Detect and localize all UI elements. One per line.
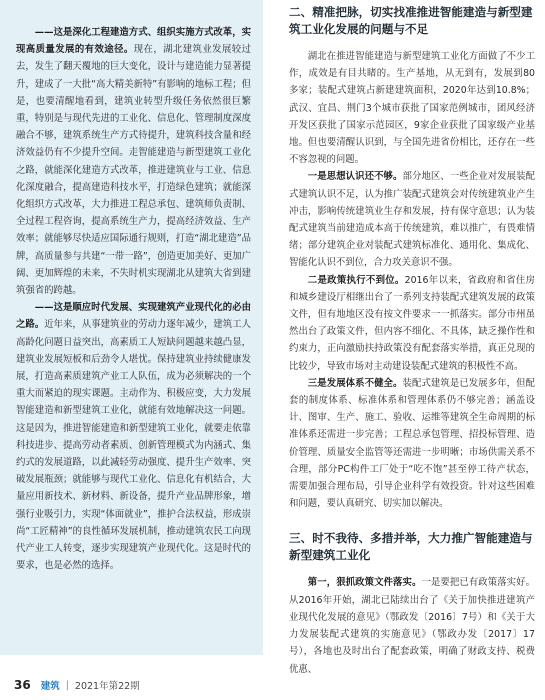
left-paragraph-2 <box>16 299 251 574</box>
footer-separator: | <box>65 679 69 691</box>
right-paragraph-issue-3 <box>289 375 535 513</box>
left-paragraph-2-body: 近年来，从事建筑业的劳动力逐年减少，建筑工人高龄化问题日益突出，高素质工人短缺问题越来越凸显，建筑业发展短板和后劲令人堪忧。保持建筑业持续健康发展，打造高素质建筑产业工人队伍，成为必须解决的一个重大而紧迫的现实课题。主动作为、积极应变，大力发展智能建造和新型建筑工业化，就能有效地解决这一问题。这是因为，推进智能建造和新型建筑工业化，就要走依靠科技进步、提高劳动者素质、创新管理模式为内涵式、集约式的发展道路，以此减轻劳动强度、提升生产效率、突破发展瓶颈；就能够与现代工业化、信息化有机结合，大量应用新技术、新材料、新设备，提升产业品牌形象，增强行业吸引力，实现“体面就业”，推护合法权益，形成崇尚“工匠精神”的良性循环发展机制，推动建筑农民工向现代产业工人转变，逐步实现建筑产业现代化。这是时代的要求，也是必然的选择。 <box>16 319 251 572</box>
left-paragraph-1-body: 现在，湖北建筑业发展较过去，发生了翻天覆地的巨大变化，设计与建造能力显著提升，建成了一大批“高大精美新特”有影响的地标工程；但是，也要清醒地看到，建筑业转型升级任务依然很巨繁重，特别是与现代先进的工业化、信息化、管理制度深度融合不够，建筑系统生产方式待提升，建筑科技含量和经济效益仍有不少提升空间。走智能建造与新型建筑工业化之路，就能深化建造方式改革，推进建筑业与工业、信息化深度融合，提高建造科技水平，打造绿色建筑；就能深化组织方式改革，大力推进工程总承包、建筑师负责制、全过程工程咨询，提高系统生产力，提高经济效益、生产效率；就能够尽快适应国际通行规则，打造“湖北建造”品牌，高质量参与共建“一带一路”，创造更加美好、更加广阔、更加辉煌的未来，不失时机实现湖北从建筑大省到建筑强省的跨越。 <box>16 44 251 297</box>
left-column <box>0 0 263 655</box>
section-title-2: 二、精准把脉，切实找准推进智能建造与新型建筑工业化发展的问题与不足 <box>289 5 533 36</box>
issue-label: 2021年第22期 <box>74 681 140 692</box>
issue-2-lead: 二是政策执行不到位。 <box>307 274 405 286</box>
issue-1-lead: 一是思想认识还不够。 <box>307 171 403 183</box>
page-number: 36 <box>14 678 31 692</box>
right-column <box>289 0 535 678</box>
issue-2-body: 2016年以来，省政府和省住房和城乡建设厅相继出台了一系列支持装配式建筑发展的政策文件，但有地地区没有按文件要求一一抓落实。部分市州虽然出台了政策文件，但内容不细化、不具体，缺乏操作性和约束力，正向激励扶持政策没有配套落实举措，真正兑现的比较少，导致市场对主动建设装配式建筑的积极性不高。 <box>289 274 535 372</box>
issue-3-lead: 三是发展体系不健全。 <box>307 377 403 389</box>
left-paragraph-1 <box>16 24 251 299</box>
issue-1-body: 部分地区、一些企业对发展装配式建筑认识不足，认为推广装配式建筑会对传统建筑业产生冲击，影响传统建筑业生存和发展，持有保守意思；认为装配式建筑当前建造成本高于传统建筑，难以推广，有畏难情绪；部分建筑企业对装配式建筑标准化、通用化、集成化、智能化认识不到位，合力攻关意识不强。 <box>289 171 535 269</box>
right-paragraph-measure-1 <box>289 574 535 677</box>
magazine-name: 建筑 <box>40 681 60 692</box>
left-paragraph-1-lead: ——这是深化工程建造方式、组织实施方式改革，实现高质量发展的有效途径。 <box>16 27 251 56</box>
left-paragraph-2-lead: ——这是顺应时代发展、实现建筑产业现代化的必由之路。 <box>16 302 251 331</box>
section-title-3: 三、时不我待、多措并举，大力推广智能建造与新型建筑工业化 <box>289 531 533 563</box>
measure-1-body: 一是要把已有政策落实好。从2016年开始，湖北已陆续出台了《关于加快推进建筑产业现代化发展的意见》（鄂政发〔2016〕7号）和《关于大力发展装配式建筑的实施意见》（鄂政办发〔2017〕17号），各地也及时出台了配套政策，明确了财政支持、税费优惠、 <box>289 577 535 675</box>
right-paragraph-intro: 湖北在推进智能建造与新型建筑工业化方面做了不少工作，成效是有目共睹的。生产基地，从无到有，发展到80多家；装配式建筑占新建建筑面积，2020年达到10.8%；武汉、宜昌、荆门3个城市获批了国家范例城市，团风经济开发区获批了国家示范园区，9家企业获批了国家级产业基地。但也要清醒认识到，与全国先进省份相比，还存在一些不容忽视的问题。 <box>289 51 535 166</box>
page-footer <box>14 676 140 694</box>
measure-1-lead: 第一，狠抓政策文件落实。 <box>307 577 422 589</box>
right-paragraph-issue-2 <box>289 272 535 375</box>
right-paragraph-issue-1 <box>289 168 535 271</box>
issue-3-body: 装配式建筑是已发展多年，但配套的制度体系、标准体系和管理体系仍不够完善；涵盖设计、图审、生产、施工、验收、运维等建筑全生命周期的标准体系还需进一步完善；工程总承包管理、招投标管理、造价管理、质量安全监管等还需进一步明晰；市场供需关系不合理，部分PC构件工厂处于“吃不饱”甚至停工待产状态，需要加强合理布局，引导企业科学有效投资。针对这些困难和问题，要认真研究、切实加以解决。 <box>289 377 535 510</box>
